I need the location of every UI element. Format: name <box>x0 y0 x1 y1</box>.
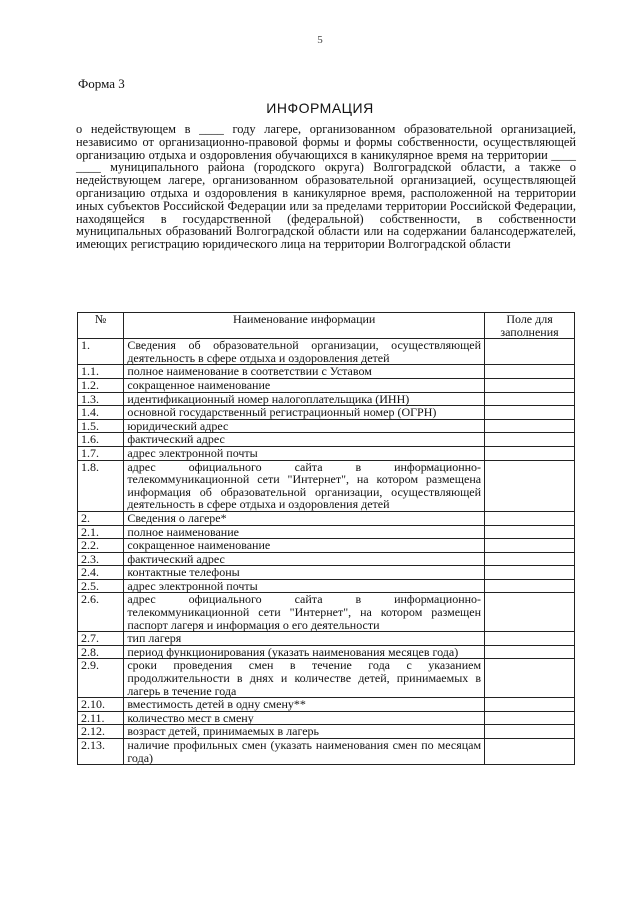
row-name: идентификационный номер налогоплательщика (ИНН) <box>124 392 485 406</box>
row-number: 1.5. <box>78 419 124 433</box>
row-name: сокращенное наименование <box>124 539 485 553</box>
row-name: количество мест в смену <box>124 711 485 725</box>
fill-field[interactable] <box>485 645 575 659</box>
row-name: сроки проведения смен в течение года с указанием продолжительности в днях и количестве детей, принимаемых в лагерь в течение года <box>124 659 485 698</box>
header-field: Поле для заполнения <box>485 313 575 339</box>
row-number: 2.13. <box>78 739 124 765</box>
row-number: 1.6. <box>78 433 124 447</box>
row-name: вместимость детей в одну смену** <box>124 698 485 712</box>
table-row <box>78 725 575 739</box>
fill-field[interactable] <box>485 739 575 765</box>
row-number: 1.2. <box>78 378 124 392</box>
fill-field[interactable] <box>485 566 575 580</box>
table-row <box>78 566 575 580</box>
fill-field[interactable] <box>485 539 575 553</box>
fill-field[interactable] <box>485 419 575 433</box>
row-name: полное наименование <box>124 525 485 539</box>
fill-field[interactable] <box>485 711 575 725</box>
row-name: юридический адрес <box>124 419 485 433</box>
table-row <box>78 419 575 433</box>
header-number: № <box>78 313 124 339</box>
table-row <box>78 698 575 712</box>
row-name: Сведения об образовательной организации, осуществляющей деятельность в сфере отдыха и оздоровления детей <box>124 339 485 365</box>
table-row <box>78 525 575 539</box>
row-number: 1.4. <box>78 406 124 420</box>
row-number: 2.3. <box>78 552 124 566</box>
row-number: 2.12. <box>78 725 124 739</box>
fill-field[interactable] <box>485 511 575 525</box>
row-name: тип лагеря <box>124 632 485 646</box>
row-name: фактический адрес <box>124 433 485 447</box>
row-number: 2.8. <box>78 645 124 659</box>
row-name: контактные телефоны <box>124 566 485 580</box>
row-number: 2.9. <box>78 659 124 698</box>
row-number: 1. <box>78 339 124 365</box>
fill-field[interactable] <box>485 460 575 511</box>
row-name: возраст детей, принимаемых в лагерь <box>124 725 485 739</box>
row-number: 2.11. <box>78 711 124 725</box>
table-row <box>78 711 575 725</box>
row-name: основной государственный регистрационный номер (ОГРН) <box>124 406 485 420</box>
table-row <box>78 392 575 406</box>
row-name: период функционирования (указать наименования месяцев года) <box>124 645 485 659</box>
table-row <box>78 593 575 632</box>
fill-field[interactable] <box>485 632 575 646</box>
fill-field[interactable] <box>485 378 575 392</box>
row-name: полное наименование в соответствии с Уставом <box>124 365 485 379</box>
table-row <box>78 552 575 566</box>
info-table <box>77 312 575 765</box>
table-row <box>78 365 575 379</box>
table-row <box>78 406 575 420</box>
row-number: 1.8. <box>78 460 124 511</box>
fill-field[interactable] <box>485 725 575 739</box>
row-name: наличие профильных смен (указать наименования смен по месяцам года) <box>124 739 485 765</box>
row-number: 2.1. <box>78 525 124 539</box>
table-row <box>78 511 575 525</box>
table-row <box>78 433 575 447</box>
table-row <box>78 739 575 765</box>
fill-field[interactable] <box>485 593 575 632</box>
table-row <box>78 378 575 392</box>
row-number: 2.5. <box>78 579 124 593</box>
page-number: 5 <box>317 34 323 46</box>
row-number: 2.7. <box>78 632 124 646</box>
fill-field[interactable] <box>485 339 575 365</box>
intro-paragraph <box>76 123 576 251</box>
table-row <box>78 645 575 659</box>
fill-field[interactable] <box>485 659 575 698</box>
table-header-row <box>78 313 575 339</box>
row-name: адрес электронной почты <box>124 446 485 460</box>
row-name: фактический адрес <box>124 552 485 566</box>
row-name: адрес электронной почты <box>124 579 485 593</box>
document-title: ИНФОРМАЦИЯ <box>266 100 374 116</box>
fill-field[interactable] <box>485 579 575 593</box>
table-body <box>78 339 575 765</box>
fill-field[interactable] <box>485 406 575 420</box>
row-number: 2.6. <box>78 593 124 632</box>
row-number: 1.3. <box>78 392 124 406</box>
row-number: 2. <box>78 511 124 525</box>
row-name: Сведения о лагере* <box>124 511 485 525</box>
row-name: сокращенное наименование <box>124 378 485 392</box>
table-row <box>78 579 575 593</box>
header-name: Наименование информации <box>124 313 485 339</box>
fill-field[interactable] <box>485 392 575 406</box>
intro-text: о недействующем в ____ году лагере, организованном образовательной организацией, независимо от организационно-правовой формы и формы собственности, осуществляющей организацию отдыха и оздоровления обучающихся в каникулярное время на территории ____ ____ муниципального района (городского округа) Волгоградской области, а также о недействующем лагере, организованном образовательной организацией, осуществляющей организацию отдыха и оздоровления в каникулярное время, расположенной на территории иных субъектов Российской Федерации или за пределами территории Российской Федерации, находящейся в государственной (федеральной) собственности, в собственности муниципальных образований Волгоградской области или на содержании балансодержателей, имеющих регистрацию юридического лица на территории Волгоградской области <box>76 122 576 252</box>
table-row <box>78 446 575 460</box>
table-row <box>78 632 575 646</box>
fill-field[interactable] <box>485 365 575 379</box>
fill-field[interactable] <box>485 433 575 447</box>
row-name: адрес официального сайта в информационно-телекоммуникационной сети "Интернет", на котором размещен паспорт лагеря и информация о его деятельности <box>124 593 485 632</box>
table-row <box>78 339 575 365</box>
row-number: 2.10. <box>78 698 124 712</box>
row-number: 2.4. <box>78 566 124 580</box>
fill-field[interactable] <box>485 552 575 566</box>
fill-field[interactable] <box>485 698 575 712</box>
row-number: 1.7. <box>78 446 124 460</box>
table-row <box>78 659 575 698</box>
table-row <box>78 460 575 511</box>
row-number: 1.1. <box>78 365 124 379</box>
fill-field[interactable] <box>485 446 575 460</box>
row-name: адрес официального сайта в информационно-телекоммуникационной сети "Интернет", на котором размещена информация об образовательной организации, осуществляющей деятельность в сфере отдыха и оздоровления детей <box>124 460 485 511</box>
row-number: 2.2. <box>78 539 124 553</box>
table-row <box>78 539 575 553</box>
form-label: Форма 3 <box>78 76 125 91</box>
fill-field[interactable] <box>485 525 575 539</box>
